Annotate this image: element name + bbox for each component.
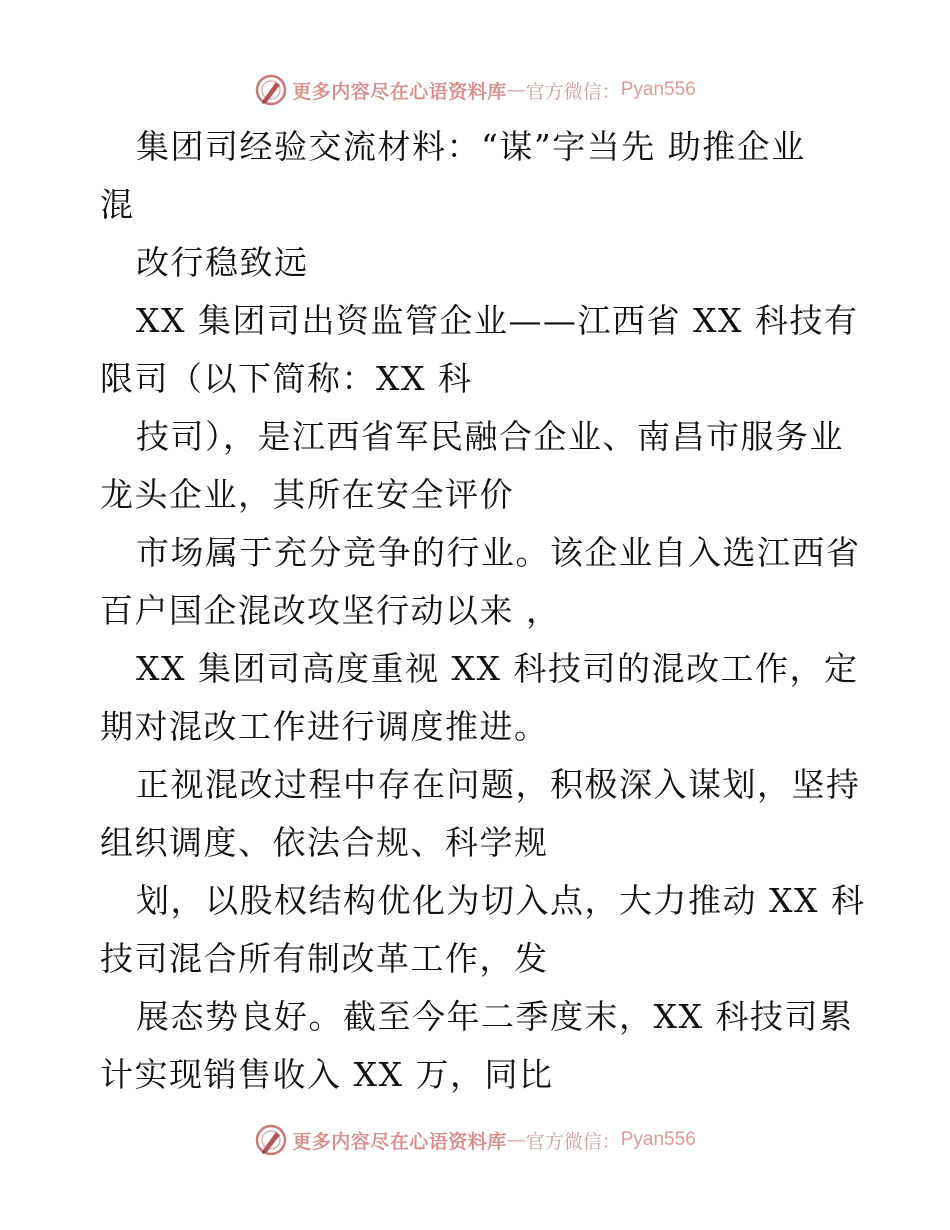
text-line: 正视混改过程中存在问题，积极深入谋划，坚持 <box>136 765 861 804</box>
text-line: 期对混改工作进行调度推进。 <box>100 707 549 746</box>
watermark-wechat-id: Pyan556 <box>620 1129 696 1150</box>
watermark-wechat-label: 官方微信： <box>525 80 621 103</box>
text-line: 市场属于充分竞争的行业。该企业自入选江西省 <box>136 533 861 572</box>
text-line: XX 集团司出资监管企业——江西省 XX 科技有 <box>136 301 859 340</box>
watermark-main-text: 更多内容尽在心语资料库 <box>292 1130 507 1153</box>
text-line: 划，以股权结构优化为切入点，大力推动 XX 科 <box>136 881 866 920</box>
watermark-wechat-label: 官方微信： <box>525 1130 621 1153</box>
text-line: 百户国企混改攻坚行动以来 ， <box>100 591 561 630</box>
text-line: 集团司经验交流材料：“谋”字当先 助推企业 <box>136 127 806 166</box>
text-line: 技司），是江西省军民融合企业、南昌市服务业 <box>136 417 844 456</box>
watermark-separator: — <box>506 1129 526 1151</box>
header-watermark <box>0 70 950 110</box>
text-line: 展态势良好。截至今年二季度末，XX 科技司累 <box>136 997 854 1036</box>
text-line: 组织调度、依法合规、科学规 <box>100 823 549 862</box>
watermark-separator: — <box>506 79 526 101</box>
watermark-main-text: 更多内容尽在心语资料库 <box>292 80 507 103</box>
pen-logo-icon <box>254 73 288 107</box>
text-line: XX 集团司高度重视 XX 科技司的混改工作，定 <box>136 649 859 688</box>
footer-watermark <box>0 1120 950 1160</box>
text-line: 改行稳致远 <box>136 243 309 282</box>
text-line: 龙头企业，其所在安全评价 <box>100 475 514 514</box>
text-line: 技司混合所有制改革工作，发 <box>100 939 549 978</box>
text-line: 计实现销售收入 XX 万，同比 <box>100 1055 554 1094</box>
text-line: 混 <box>100 185 135 224</box>
watermark-wechat-id: Pyan556 <box>620 79 696 100</box>
text-line: 限司（以下简称：XX 科 <box>100 359 473 398</box>
document-body <box>100 118 866 1104</box>
pen-logo-icon <box>254 1123 288 1157</box>
